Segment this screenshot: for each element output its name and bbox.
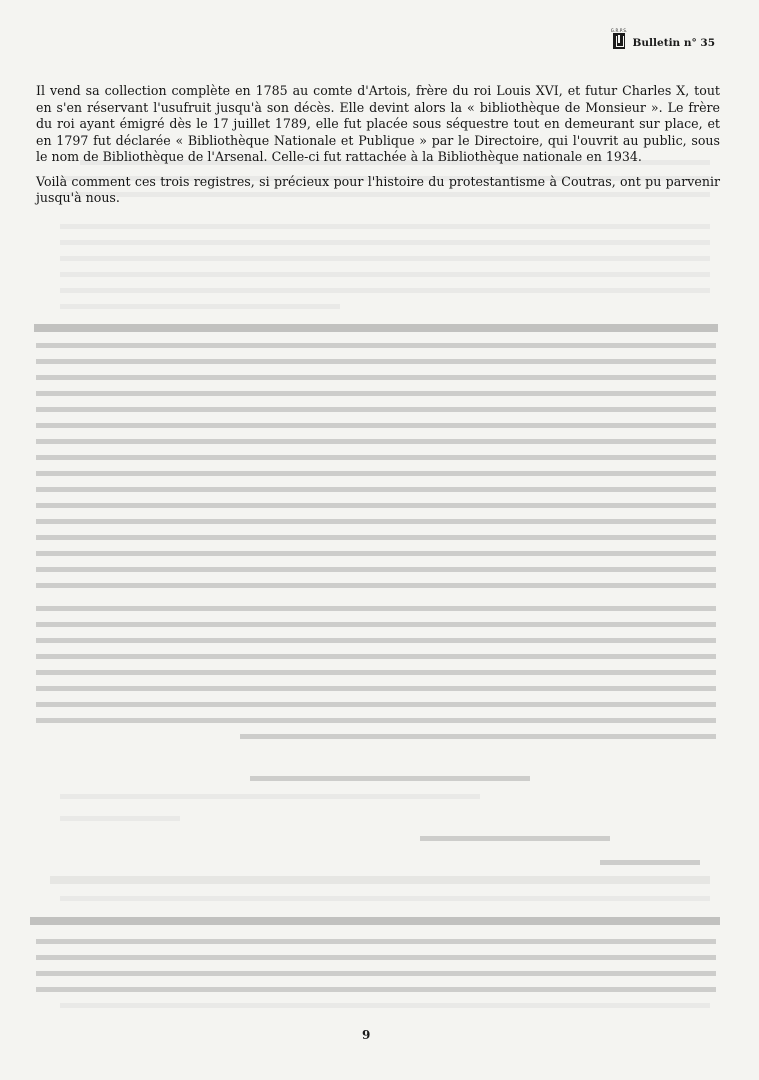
association-logo bbox=[611, 28, 628, 49]
bulletin-number: Bulletin n° 35 bbox=[632, 37, 715, 49]
page-header bbox=[611, 28, 715, 49]
logo-text: G.R.P.S. bbox=[610, 28, 628, 33]
logo-icon bbox=[613, 33, 625, 49]
paragraph: Il vend sa collection complète en 1785 au comte d'Artois, frère du roi Louis XVI, et futur Charles X, tout en s'en réservant l'usufruit jusqu'à son décès. Elle devint alors la « bibliothèque de Monsieur ». Le frère du roi ayant émigré dès le 17 juillet 1789, elle fut placée sous séquestre tout en demeurant sur place, et en 1797 fut déclarée « Bibliothèque Nationale et Publique » par le Directoire, qui l'ouvrit au public, sous le nom de Bibliothèque de l'Arsenal. Celle-ci fut rattachée à la Bibliothèque nationale en 1934. bbox=[36, 83, 720, 164]
page-number: 9 bbox=[362, 1028, 371, 1042]
paragraph: Voilà comment ces trois registres, si précieux pour l'histoire du protestantisme à Coutras, ont pu parvenir jusqu'à nous. bbox=[36, 173, 720, 205]
body-text bbox=[36, 83, 720, 215]
